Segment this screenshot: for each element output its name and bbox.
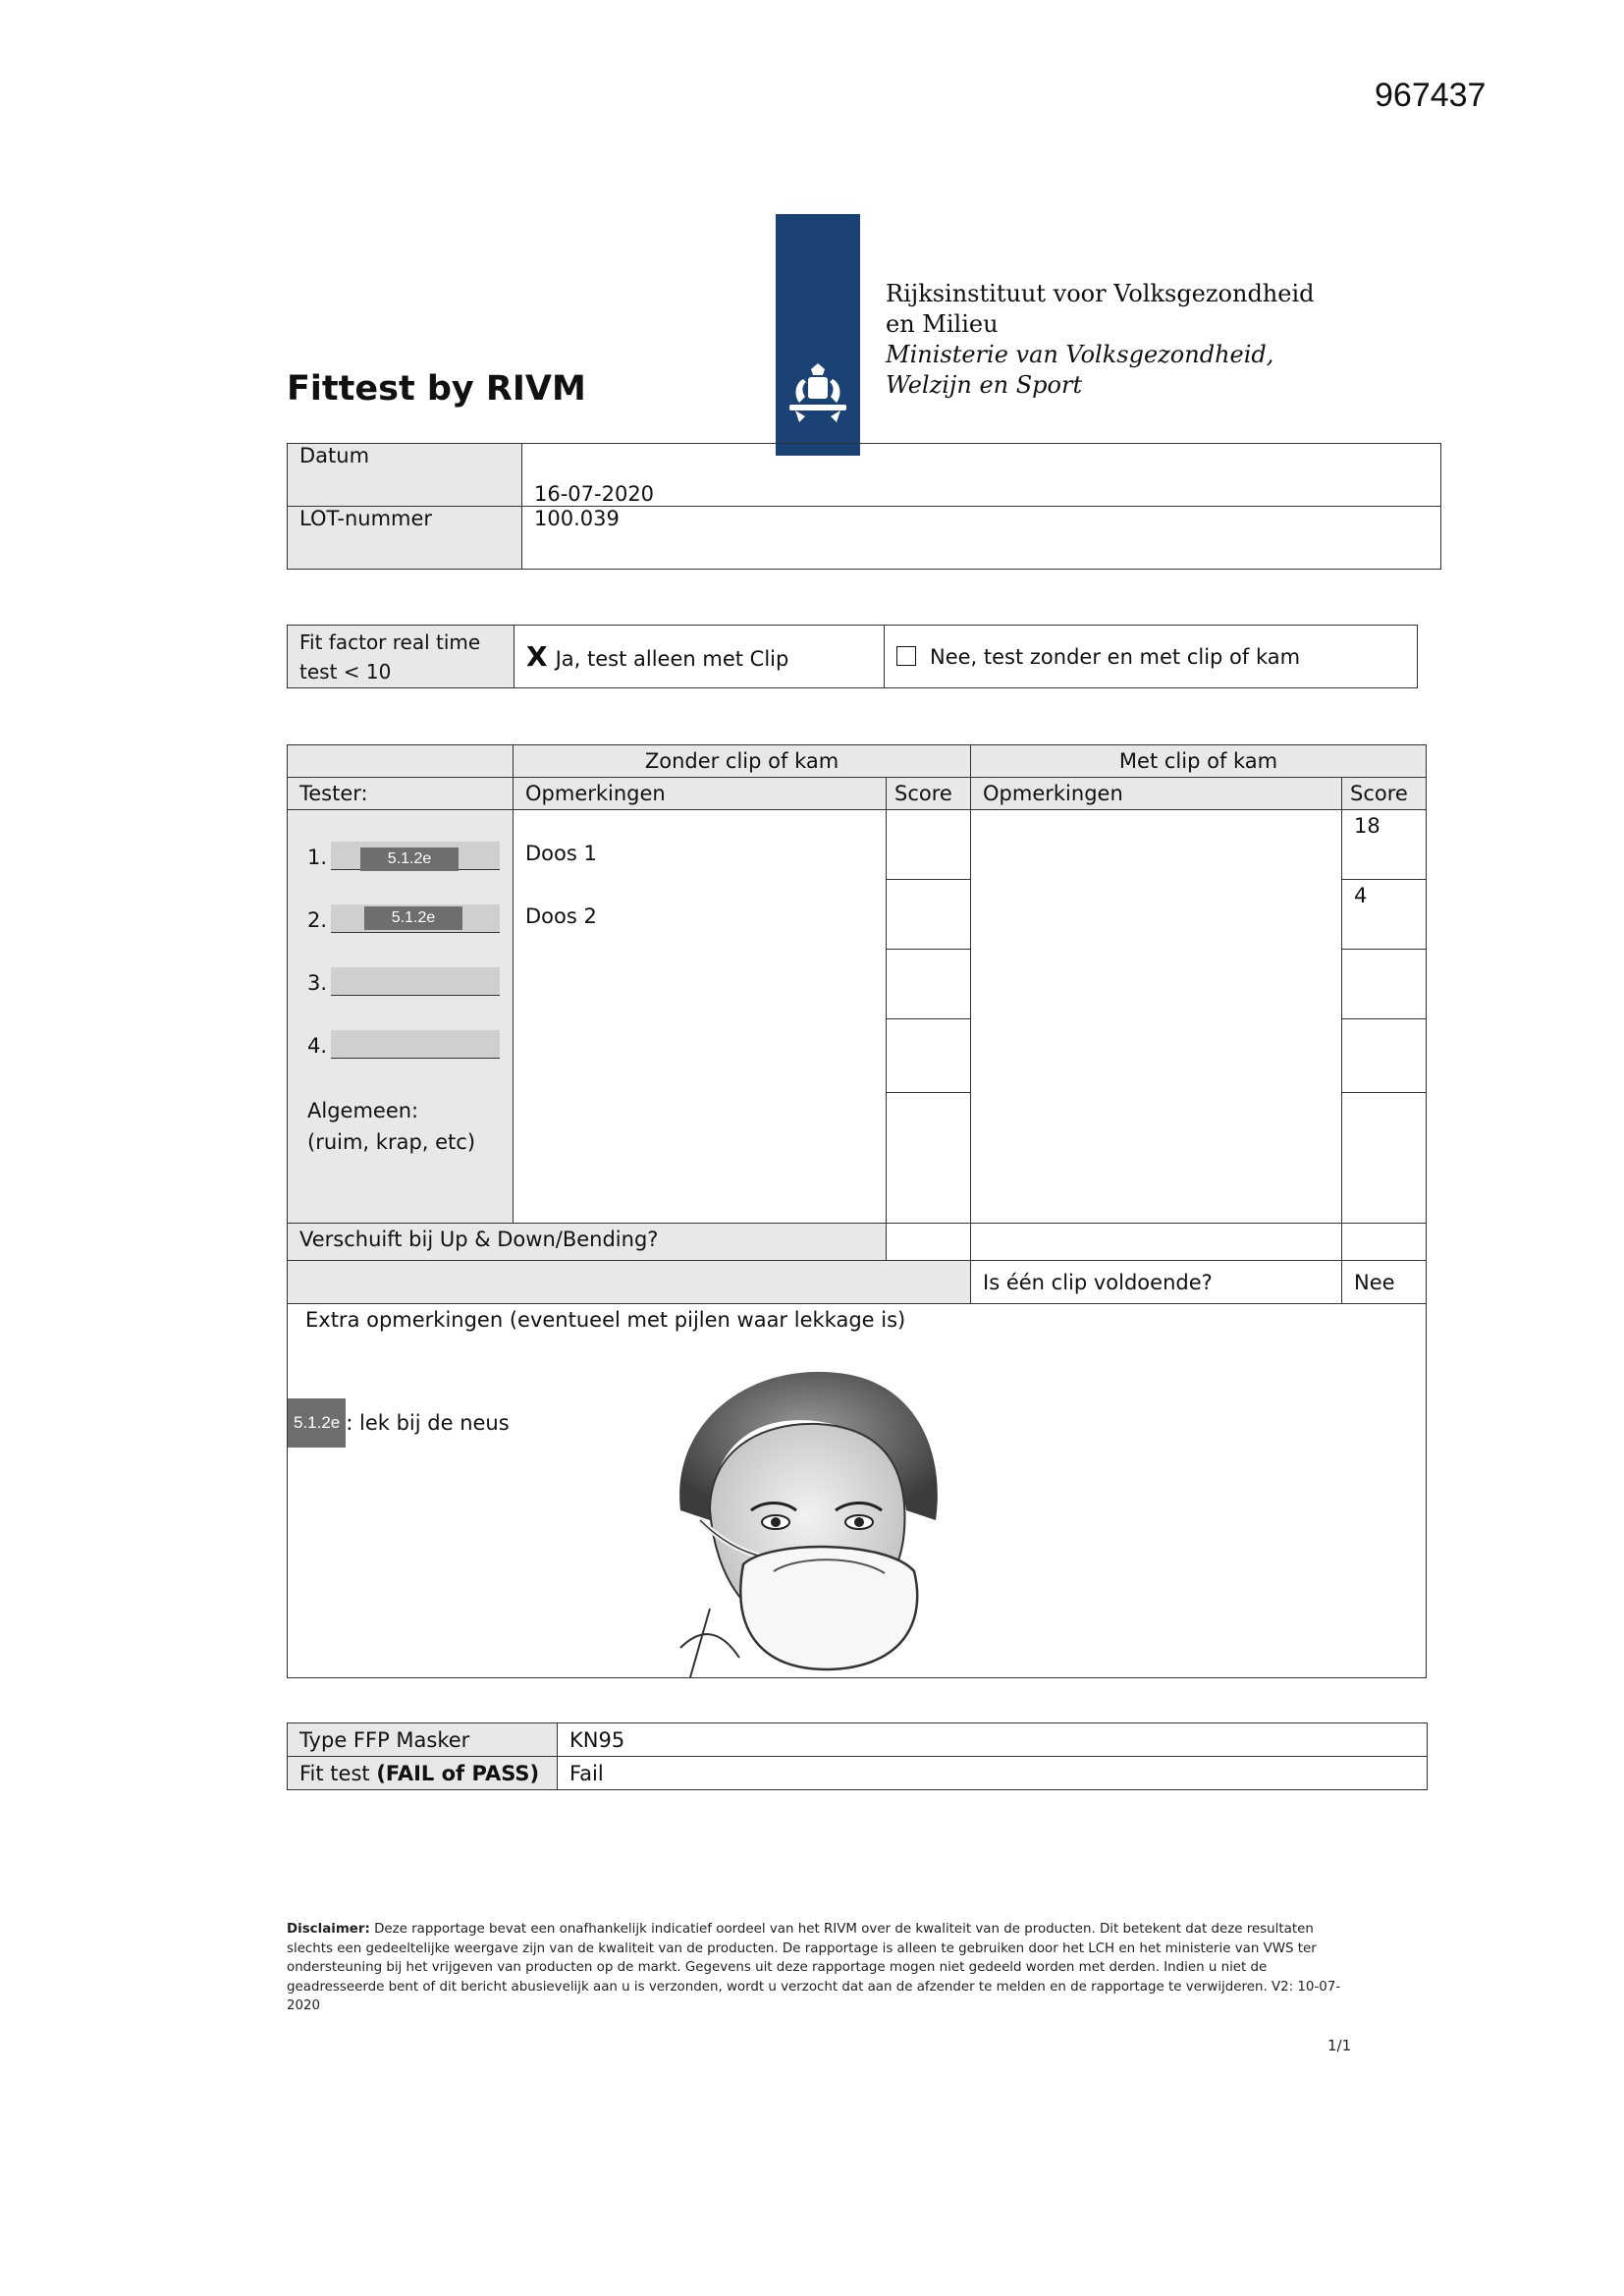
page-number: 1/1: [1327, 2037, 1352, 2054]
clip-answer: Nee: [1342, 1261, 1427, 1304]
tester-1-num: 1.: [307, 846, 328, 869]
tester-4-line: [331, 1030, 500, 1059]
score-with-4: [1342, 1019, 1427, 1093]
document-number: 967437: [1375, 77, 1487, 114]
tester-2-line: [331, 904, 500, 933]
tester-2: [307, 904, 500, 933]
org-line-3: Ministerie van Volksgezondheid,: [886, 341, 1274, 368]
option-no-label: Nee, test zonder en met clip of kam: [930, 644, 1301, 669]
col-tester: Tester:: [288, 778, 514, 810]
results-table: [287, 744, 1427, 1678]
organisation-name: [886, 279, 1315, 401]
datum-label-cell: [288, 444, 522, 507]
general-label: [307, 1095, 475, 1158]
org-line-1: Rijksinstituut voor Volksgezondheid: [886, 280, 1315, 307]
score-without-3: [887, 950, 971, 1019]
extra-remark: [288, 1398, 510, 1448]
rijksoverheid-logo: [776, 214, 860, 456]
checked-x-mark: X: [526, 640, 548, 673]
remark-2: Doos 2: [525, 904, 597, 928]
tester-4-num: 4.: [307, 1034, 328, 1058]
general-sub: (ruim, krap, etc): [307, 1130, 476, 1154]
lot-value-cell: [522, 507, 1441, 570]
general-title: Algemeen:: [307, 1099, 419, 1122]
group-with: Met clip of kam: [971, 745, 1427, 778]
shift-score-without: [887, 1224, 971, 1261]
fit-label: [288, 1757, 558, 1790]
clip-question: Is één clip voldoende?: [971, 1261, 1342, 1304]
lot-label: LOT-nummer: [299, 507, 433, 530]
extra-remark-text: : lek bij de neus: [346, 1411, 510, 1435]
option-yes-label: Ja, test alleen met Clip: [555, 647, 789, 671]
mask-face-illustration: [641, 1363, 995, 1677]
extra-label: Extra opmerkingen (eventueel met pijlen waar lekkage is): [305, 1308, 906, 1332]
col-remarks-with: Opmerkingen: [971, 778, 1342, 810]
shift-remarks-with: [971, 1224, 1342, 1261]
tester-1: [307, 842, 500, 870]
tester-3-line: [331, 967, 500, 996]
disclaimer: [287, 1920, 1349, 2016]
lot-label-cell: [288, 507, 522, 570]
score-with-1: 18: [1342, 810, 1427, 880]
group-without: Zonder clip of kam: [514, 745, 971, 778]
score-with-general: [1342, 1093, 1427, 1224]
summary-table: [287, 1722, 1428, 1790]
datum-value-cell: [522, 444, 1441, 507]
fitfactor-label: Fit factor real time test < 10: [288, 626, 514, 688]
shift-label: Verschuift bij Up & Down/Bending?: [288, 1224, 887, 1261]
checkbox-empty-icon: [896, 646, 916, 666]
tester-3-num: 3.: [307, 971, 328, 995]
tester-3: [307, 967, 500, 996]
remark-1: Doos 1: [525, 842, 597, 865]
tester-4: [307, 1030, 500, 1059]
extra-redaction: 5.1.2e: [288, 1398, 346, 1448]
corner-cell: [288, 745, 514, 778]
score-with-3: [1342, 950, 1427, 1019]
fit-label-pre: Fit test: [299, 1761, 377, 1785]
org-line-4: Welzijn en Sport: [886, 371, 1083, 399]
datum-value: 16-07-2020: [534, 482, 655, 506]
fit-label-bold: (FAIL of PASS): [376, 1761, 540, 1785]
tester-list-cell: [288, 810, 514, 1224]
remarks-with-cell: [971, 810, 1342, 1224]
shift-score-with: [1342, 1224, 1427, 1261]
fitfactor-table: [287, 625, 1418, 688]
clip-spacer: [288, 1261, 971, 1304]
disclaimer-label: Disclaimer:: [287, 1922, 370, 1937]
score-without-1: [887, 810, 971, 880]
score-without-general: [887, 1093, 971, 1224]
type-value: KN95: [558, 1723, 1428, 1757]
remarks-without-cell: [514, 810, 887, 1224]
datum-label: Datum: [299, 444, 370, 467]
page-title: Fittest by RIVM: [287, 369, 586, 409]
extra-remarks-cell: [288, 1304, 1427, 1678]
col-score-without: Score: [887, 778, 971, 810]
col-score-with: Score: [1342, 778, 1427, 810]
score-without-2: [887, 880, 971, 950]
col-remarks-without: Opmerkingen: [514, 778, 887, 810]
lot-value: 100.039: [534, 507, 620, 530]
type-label: Type FFP Masker: [288, 1723, 558, 1757]
coat-of-arms-icon: [776, 361, 860, 440]
fit-value: Fail: [558, 1757, 1428, 1790]
tester-2-redaction: 5.1.2e: [364, 906, 462, 930]
tester-1-redaction: 5.1.2e: [360, 847, 459, 871]
info-table: [287, 443, 1441, 570]
score-without-4: [887, 1019, 971, 1093]
tester-1-line: [331, 842, 500, 870]
tester-2-num: 2.: [307, 908, 328, 932]
org-line-2: en Milieu: [886, 310, 999, 338]
score-with-2: 4: [1342, 880, 1427, 950]
disclaimer-text: Deze rapportage bevat een onafhankelijk indicatief oordeel van het RIVM over de kwaliteit van de producten. Dit betekent dat deze resultaten slechts een gedeeltelijke weergave zijn van de kwaliteit van de producten. De rapportage is alleen te gebruiken door het LCH en het ministerie van VWS ter ondersteuning bij het vrijgeven van producten op de markt. Gegevens uit deze rapportage mogen niet gedeeld worden met derden. Indien u niet de geadresseerde bent of dit bericht abusievelijk aan u is verzonden, wordt u verzocht dat aan de afzender te melden en de rapportage te verwijderen. V2: 10-07-2020: [287, 1922, 1341, 2013]
fitfactor-option-yes: [514, 626, 885, 688]
fitfactor-option-no: [885, 626, 1418, 688]
